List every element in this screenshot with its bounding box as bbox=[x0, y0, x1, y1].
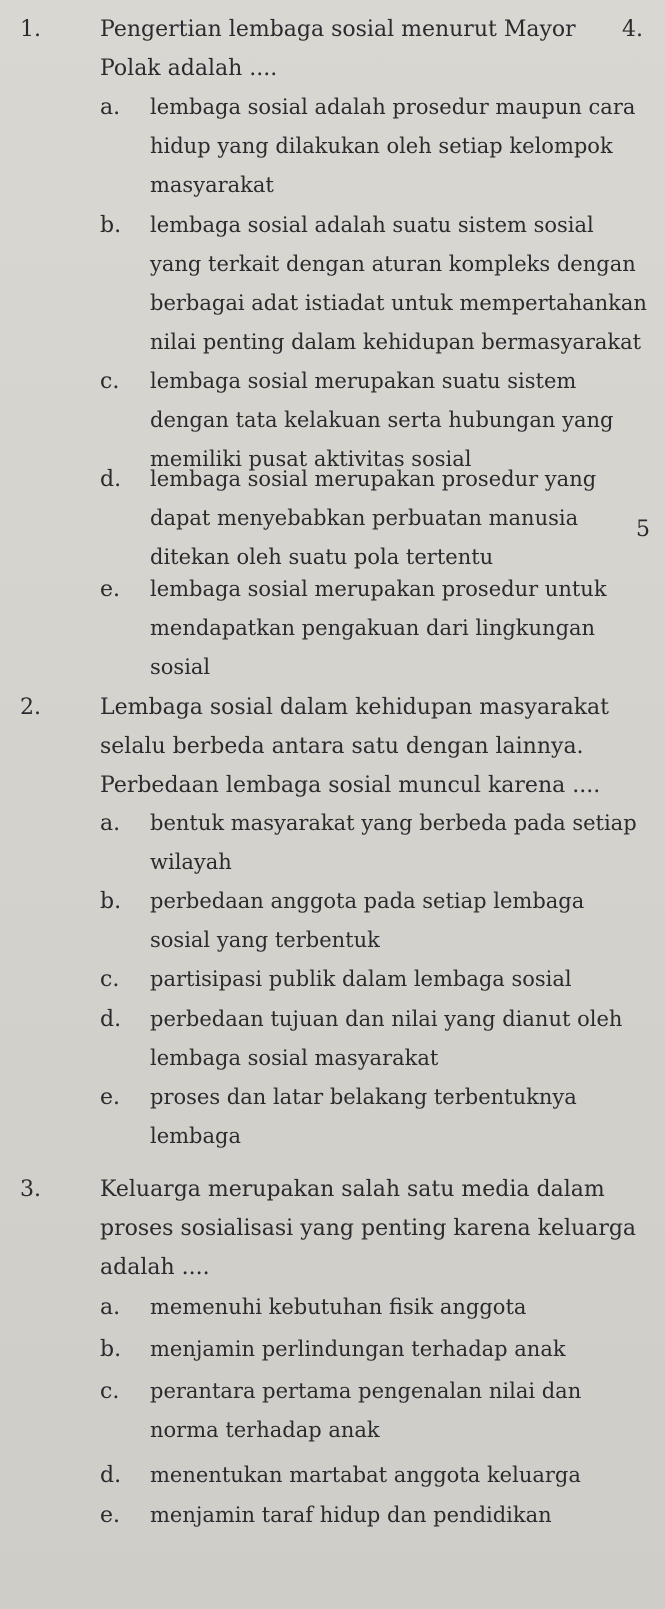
option-text: perantara pertama pengenalan nilai dan norma terhadap anak bbox=[150, 1379, 582, 1442]
option-text: menentukan martabat anggota keluarga bbox=[150, 1463, 581, 1487]
option-text: lembaga sosial adalah suatu sistem sosial yang terkait dengan aturan kompleks dengan berbagai adat istiadat untuk mempertahankan nilai penting dalam kehidupan bermasyarakat bbox=[150, 213, 647, 354]
option-text: lembaga sosial adalah prosedur maupun cara hidup yang dilakukan oleh setiap kelompok masyarakat bbox=[150, 95, 636, 197]
option-text: memenuhi kebutuhan fisik anggota bbox=[150, 1295, 527, 1319]
question-text: Pengertian lembaga sosial menurut Mayor Polak adalah .... bbox=[100, 17, 576, 81]
option-text: proses dan latar belakang terbentuknya lembaga bbox=[150, 1085, 577, 1148]
question-number: 1. bbox=[20, 17, 41, 42]
question-number: 3. bbox=[20, 1177, 41, 1202]
question-number: 2. bbox=[20, 695, 41, 720]
option-letter: a. bbox=[100, 1295, 121, 1320]
option-letter: d. bbox=[100, 1007, 122, 1032]
option-letter: b. bbox=[100, 889, 122, 914]
option-letter: c. bbox=[100, 369, 120, 394]
option-text: perbedaan anggota pada setiap lembaga sosial yang terbentuk bbox=[150, 889, 585, 952]
option-letter: c. bbox=[100, 967, 120, 992]
option-letter: d. bbox=[100, 467, 122, 492]
next-column-number-4: 4. bbox=[622, 17, 643, 42]
option-text: menjamin taraf hidup dan pendidikan bbox=[150, 1503, 552, 1527]
option-letter: d. bbox=[100, 1463, 122, 1488]
option-letter: c. bbox=[100, 1379, 120, 1404]
option-text: lembaga sosial merupakan prosedur yang dapat menyebabkan perbuatan manusia ditekan oleh suatu pola tertentu bbox=[150, 467, 597, 569]
question-text: Keluarga merupakan salah satu media dalam proses sosialisasi yang penting karena keluarga adalah .... bbox=[100, 1177, 637, 1280]
option-text: menjamin perlindungan terhadap anak bbox=[150, 1337, 566, 1361]
option-letter: e. bbox=[100, 1503, 121, 1528]
option-letter: b. bbox=[100, 213, 122, 238]
option-letter: a. bbox=[100, 95, 121, 120]
option-text: perbedaan tujuan dan nilai yang dianut oleh lembaga sosial masyarakat bbox=[150, 1007, 623, 1070]
option-text: lembaga sosial merupakan suatu sistem dengan tata kelakuan serta hubungan yang memiliki pusat aktivitas sosial bbox=[150, 369, 614, 471]
option-text: partisipasi publik dalam lembaga sosial bbox=[150, 967, 572, 991]
question-text: Lembaga sosial dalam kehidupan masyarakat selalu berbeda antara satu dengan lainnya. Perbedaan lembaga sosial muncul karena .... bbox=[100, 695, 609, 798]
next-column-number-5: 5 bbox=[636, 517, 650, 542]
option-letter: b. bbox=[100, 1337, 122, 1362]
option-letter: e. bbox=[100, 577, 121, 602]
option-letter: a. bbox=[100, 811, 121, 836]
option-text: bentuk masyarakat yang berbeda pada setiap wilayah bbox=[150, 811, 637, 874]
option-letter: e. bbox=[100, 1085, 121, 1110]
option-text: lembaga sosial merupakan prosedur untuk mendapatkan pengakuan dari lingkungan sosial bbox=[150, 577, 607, 679]
